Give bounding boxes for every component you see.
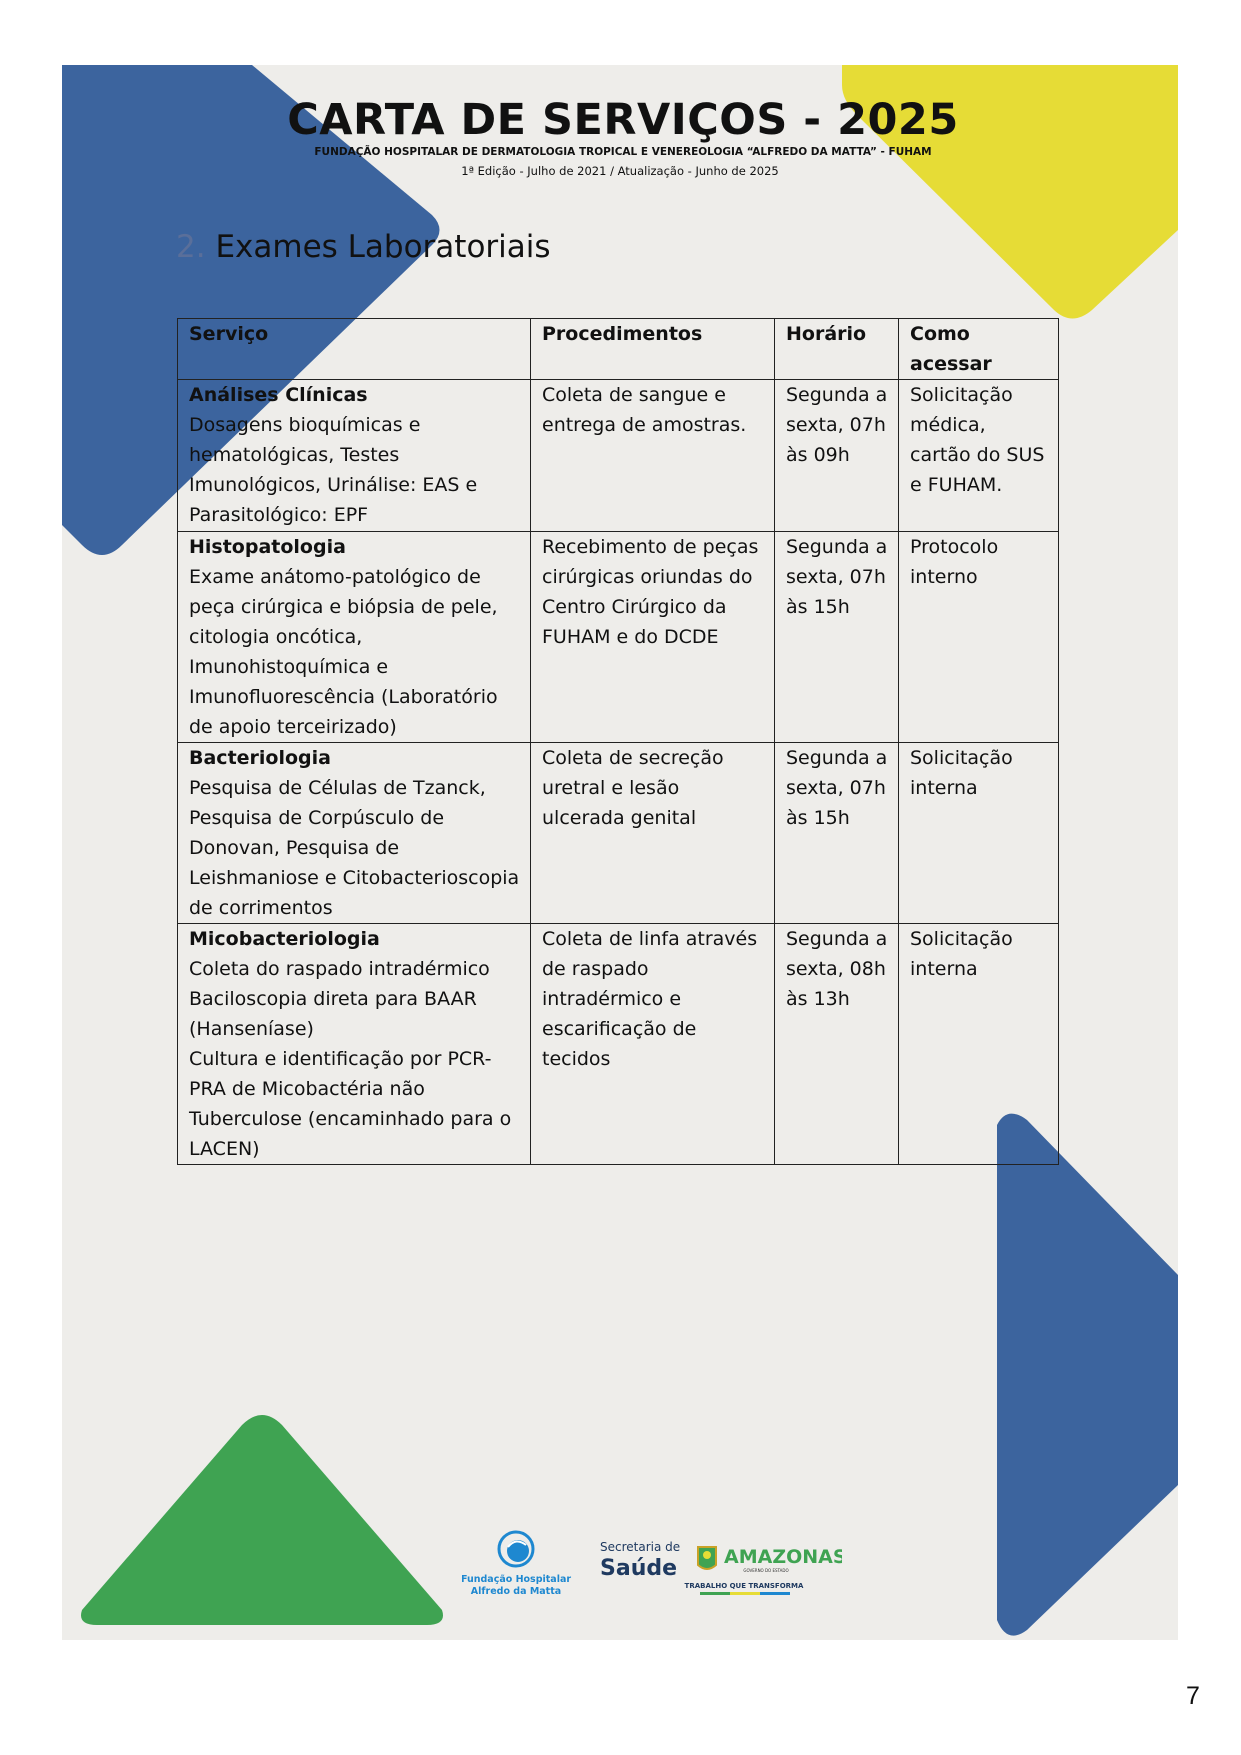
procedures-cell: Coleta de sangue e entrega de amostras. [531, 380, 775, 532]
procedures-cell: Coleta de linfa através de raspado intradérmico e escarificação de tecidos [531, 924, 775, 1165]
schedule-cell: Segunda a sexta, 07h às 15h [775, 532, 899, 743]
schedule-cell: Segunda a sexta, 07h às 15h [775, 743, 899, 924]
header-procedures: Procedimentos [531, 319, 775, 380]
header-access: Como acessar [899, 319, 1059, 380]
institution-name: FUNDAÇÃO HOSPITALAR DE DERMATOLOGIA TROPICAL E VENEREOLOGIA “ALFREDO DA MATTA” - FUHAM [314, 146, 932, 158]
page-background [62, 65, 1178, 1640]
header-schedule: Horário [775, 319, 899, 380]
fuham-line2: Alfredo da Matta [470, 1586, 562, 1597]
access-cell: Solicitação interna [899, 743, 1059, 924]
access-cell: Solicitação médica, cartão do SUS e FUHAM. [899, 380, 1059, 532]
table-row [178, 380, 1059, 532]
header-service: Serviço [178, 319, 531, 380]
service-name: Histopatologia [189, 536, 346, 558]
footer-logos [462, 1527, 842, 1607]
service-name: Micobacteriologia [189, 928, 380, 950]
service-cell [178, 743, 531, 924]
amazonas-small: GOVERNO DO ESTADO [743, 1568, 789, 1573]
document-header [62, 95, 1178, 180]
schedule-cell: Segunda a sexta, 07h às 09h [775, 380, 899, 532]
service-description: Dosagens bioquímicas e hematológicas, Testes Imunológicos, Urinálise: EAS e Parasitológico: EPF [189, 414, 478, 526]
service-cell [178, 532, 531, 743]
page-number: 7 [1186, 1682, 1200, 1710]
fuham-line1: Fundação Hospitalar [462, 1574, 572, 1585]
access-cell: Protocolo interno [899, 532, 1059, 743]
service-name: Bacteriologia [189, 747, 331, 769]
service-name: Análises Clínicas [189, 384, 368, 406]
section-title: Exames Laboratoriais [215, 229, 551, 265]
services-table [177, 318, 1059, 1165]
table-row [178, 532, 1059, 743]
service-description: Pesquisa de Células de Tzanck, Pesquisa de Corpúsculo de Donovan, Pesquisa de Leishmaniose e Citobacterioscopia de corrimentos [189, 777, 520, 919]
green-triangle-bottom-left [62, 1410, 452, 1640]
amazonas-logo [685, 1546, 842, 1595]
section-number: 2. [176, 229, 206, 265]
schedule-cell: Segunda a sexta, 08h às 13h [775, 924, 899, 1165]
service-cell [178, 380, 531, 532]
procedures-cell: Recebimento de peças cirúrgicas oriundas do Centro Cirúrgico da FUHAM e do DCDE [531, 532, 775, 743]
secretaria-small: Secretaria de [600, 1540, 681, 1554]
service-description-line: Coleta do raspado intradérmico [189, 958, 490, 980]
table-row [178, 743, 1059, 924]
service-description-line: Cultura e identificação por PCR-PRA de Micobactéria não Tuberculose (encaminhado para o LACEN) [189, 1048, 512, 1160]
secretaria-saude-logo [600, 1540, 680, 1581]
service-description: Exame anátomo-patológico de peça cirúrgica e biópsia de pele, citologia oncótica, Imunohistoquímica e Imunofluorescência (Laboratório de apoio terceirizado) [189, 566, 498, 738]
procedures-cell: Coleta de secreção uretral e lesão ulcerada genital [531, 743, 775, 924]
amazonas-name: AMAZONAS [724, 1546, 842, 1568]
logos-svg [462, 1527, 842, 1607]
amazonas-slogan: TRABALHO QUE TRANSFORMA [684, 1582, 804, 1590]
table-header-row [178, 319, 1059, 380]
access-cell: Solicitação interna [899, 924, 1059, 1165]
section-heading [176, 227, 551, 267]
blue-triangle-bottom-right [987, 1105, 1178, 1640]
service-description-line: Baciloscopia direta para BAAR (Hanseníase) [189, 988, 477, 1040]
table-row [178, 924, 1059, 1165]
fuham-logo [462, 1532, 571, 1597]
secretaria-big: Saúde [600, 1556, 678, 1581]
document-title: CARTA DE SERVIÇOS - 2025 [287, 95, 959, 145]
service-cell [178, 924, 531, 1165]
edition-info: 1ª Edição - Julho de 2021 / Atualização - Junho de 2025 [461, 164, 779, 178]
